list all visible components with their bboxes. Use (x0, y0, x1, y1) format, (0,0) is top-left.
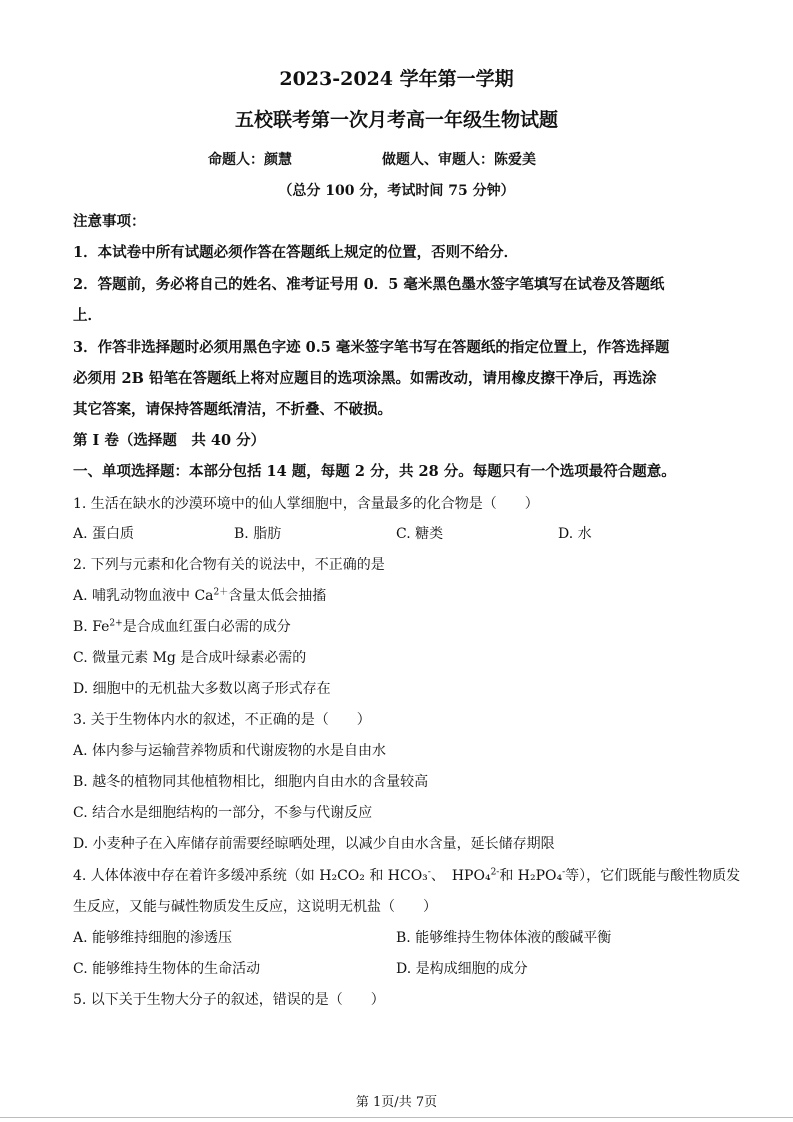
notice-item-3a: 3．作答非选择题时必须用黑色字迹 0.5 毫米签字笔书写在答题纸的指定位置上，作答选择题 (73, 339, 670, 356)
q1-option-a: A. 蛋白质 (73, 526, 135, 542)
q2-b-sup: 2+ (109, 618, 123, 629)
setter: 命题人：颜慧 (208, 152, 292, 168)
q1-option-b: B. 脂肪 (234, 526, 282, 542)
q2-option-d: D. 细胞中的无机盐大多数以离子形式存在 (73, 681, 331, 697)
notice-item-2b: 上． (73, 307, 102, 324)
notice-item-1: 1．本试卷中所有试题必须作答在答题纸上规定的位置，否则不给分． (73, 244, 519, 261)
q5-stem: 5. 以下关于生物大分子的叙述，错误的是（ ） (73, 992, 385, 1008)
q4-stem-part4: 等），它们既能与酸性物质发 (565, 868, 741, 884)
score-time: （总分 100 分，考试时间 75 分钟） (278, 183, 515, 199)
exam-title: 五校联考第一次月考高一年级生物试题 (234, 109, 558, 131)
q2-a-text: A. 哺乳动物血液中 Ca (73, 588, 214, 604)
q2-b-text: B. Fe (73, 619, 110, 635)
q4-stem-part2: 、 HPO₄ (430, 868, 491, 884)
q1-option-c: C. 糖类 (396, 526, 444, 542)
q4-stem-part1: 4. 人体体液中存在着许多缓冲系统（如 H₂CO₂ 和 HCO₃ (73, 868, 428, 884)
q2-a-sup: 2＋ (213, 587, 229, 598)
footer-divider (0, 1117, 793, 1118)
q3-option-b: B. 越冬的植物同其他植物相比，细胞内自由水的含量较高 (73, 774, 429, 790)
notice-item-2a: 2．答题前，务必将自己的姓名、准考证号用 0．5 毫米黑色墨水签字笔填写在试卷及答题纸 (73, 276, 665, 293)
q4-sup1: - (427, 867, 431, 878)
q4-sup2: 2- (490, 867, 500, 878)
q2-b-text-post: 是合成血红蛋白必需的成分 (122, 619, 291, 635)
q4-stem-line2: 生反应，又能与碱性物质发生反应，这说明无机盐（ ） (73, 899, 437, 915)
q2-stem: 2. 下列与元素和化合物有关的说法中，不正确的是 (73, 557, 385, 573)
part-title: 第 I 卷（选择题 共 40 分） (73, 432, 266, 449)
q2-option-b (73, 618, 291, 636)
page-footer: 第 1页/共 7页 (355, 1095, 438, 1110)
q4-stem-part3: 和 H₂PO₄ (499, 868, 563, 884)
q3-option-a: A. 体内参与运输营养物质和代谢废物的水是自由水 (73, 743, 387, 759)
notice-item-3c: 其它答案，请保持答题纸清洁，不折叠、不破损。 (73, 401, 392, 418)
q1-stem: 1. 生活在缺水的沙漠环境中的仙人掌细胞中，含量最多的化合物是（ ） (73, 496, 539, 512)
q3-stem: 3. 关于生物体内水的叙述，不正确的是（ ） (73, 712, 371, 728)
q4-option-d: D. 是构成细胞的成分 (396, 961, 528, 977)
q3-option-d: D. 小麦种子在入库储存前需要经晾晒处理，以减少自由水含量，延长储存期限 (73, 836, 555, 852)
section-heading: 一、单项选择题：本部分包括 14 题，每题 2 分，共 28 分。每题只有一个选项最符合题意。 (73, 463, 676, 480)
q1-option-d: D. 水 (558, 526, 592, 542)
q4-option-b: B. 能够维持生物体体液的酸碱平衡 (396, 930, 612, 946)
reviewer: 做题人、审题人：陈爱美 (382, 152, 536, 168)
notice-heading: 注意事项： (73, 213, 146, 230)
q2-option-c: C. 微量元素 Mg 是合成叶绿素必需的 (73, 650, 307, 666)
q2-a-text-post: 含量太低会抽搐 (228, 588, 327, 604)
q4-option-a: A. 能够维持细胞的渗透压 (73, 930, 233, 946)
q3-option-c: C. 结合水是细胞结构的一部分，不参与代谢反应 (73, 805, 373, 821)
q4-stem-line1 (73, 867, 740, 885)
q4-sup3: - (562, 867, 566, 878)
notice-item-3b: 必须用 2B 铅笔在答题纸上将对应题目的选项涂黑。如需改动，请用橡皮擦干净后，再选涂 (73, 370, 657, 387)
term-title: 2023-2024 学年第一学期 (279, 68, 514, 90)
q4-option-c: C. 能够维持生物体的生命活动 (73, 961, 261, 977)
q2-option-a (73, 587, 326, 605)
